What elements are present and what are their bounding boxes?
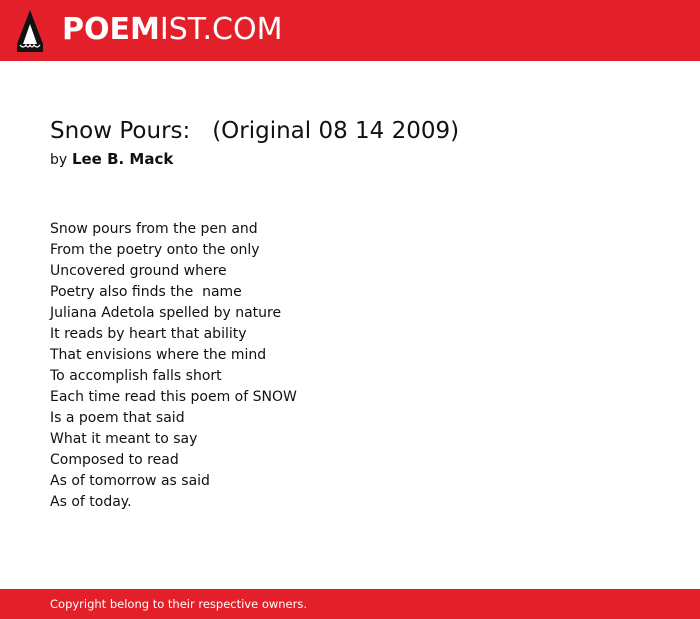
poem-title: Snow Pours: (Original 08 14 2009) xyxy=(50,118,460,144)
site-header xyxy=(0,0,700,61)
author-name[interactable]: Lee B. Mack xyxy=(71,150,174,168)
logo-light-text: IST.COM xyxy=(159,12,283,47)
poem-line: As of tomorrow as said xyxy=(50,473,210,489)
poem-line: Snow pours from the pen and xyxy=(50,221,258,237)
byline xyxy=(50,149,173,170)
poem-line: Poetry also finds the name xyxy=(50,284,242,300)
poem-line: Uncovered ground where xyxy=(50,263,227,279)
site-footer xyxy=(0,589,700,619)
poem-line: From the poetry onto the only xyxy=(50,242,260,258)
site-logo[interactable] xyxy=(62,12,282,48)
poem-line: Composed to read xyxy=(50,452,179,468)
poem-line: As of today. xyxy=(50,494,132,510)
copyright-text: Copyright belong to their respective owners. xyxy=(50,597,308,611)
logo-bold-text: POEM xyxy=(62,12,160,47)
poem-line: That envisions where the mind xyxy=(50,347,267,363)
poem-line: To accomplish falls short xyxy=(50,368,222,384)
poem-line: It reads by heart that ability xyxy=(50,326,247,342)
poem-line: Juliana Adetola spelled by nature xyxy=(50,305,282,321)
pen-nib-icon[interactable] xyxy=(17,10,43,52)
poem-line: Is a poem that said xyxy=(50,410,185,426)
poem-body xyxy=(50,219,297,513)
byline-prefix: by xyxy=(50,152,68,168)
poem-line: What it meant to say xyxy=(50,431,198,447)
poem-line: Each time read this poem of SNOW xyxy=(50,389,297,405)
